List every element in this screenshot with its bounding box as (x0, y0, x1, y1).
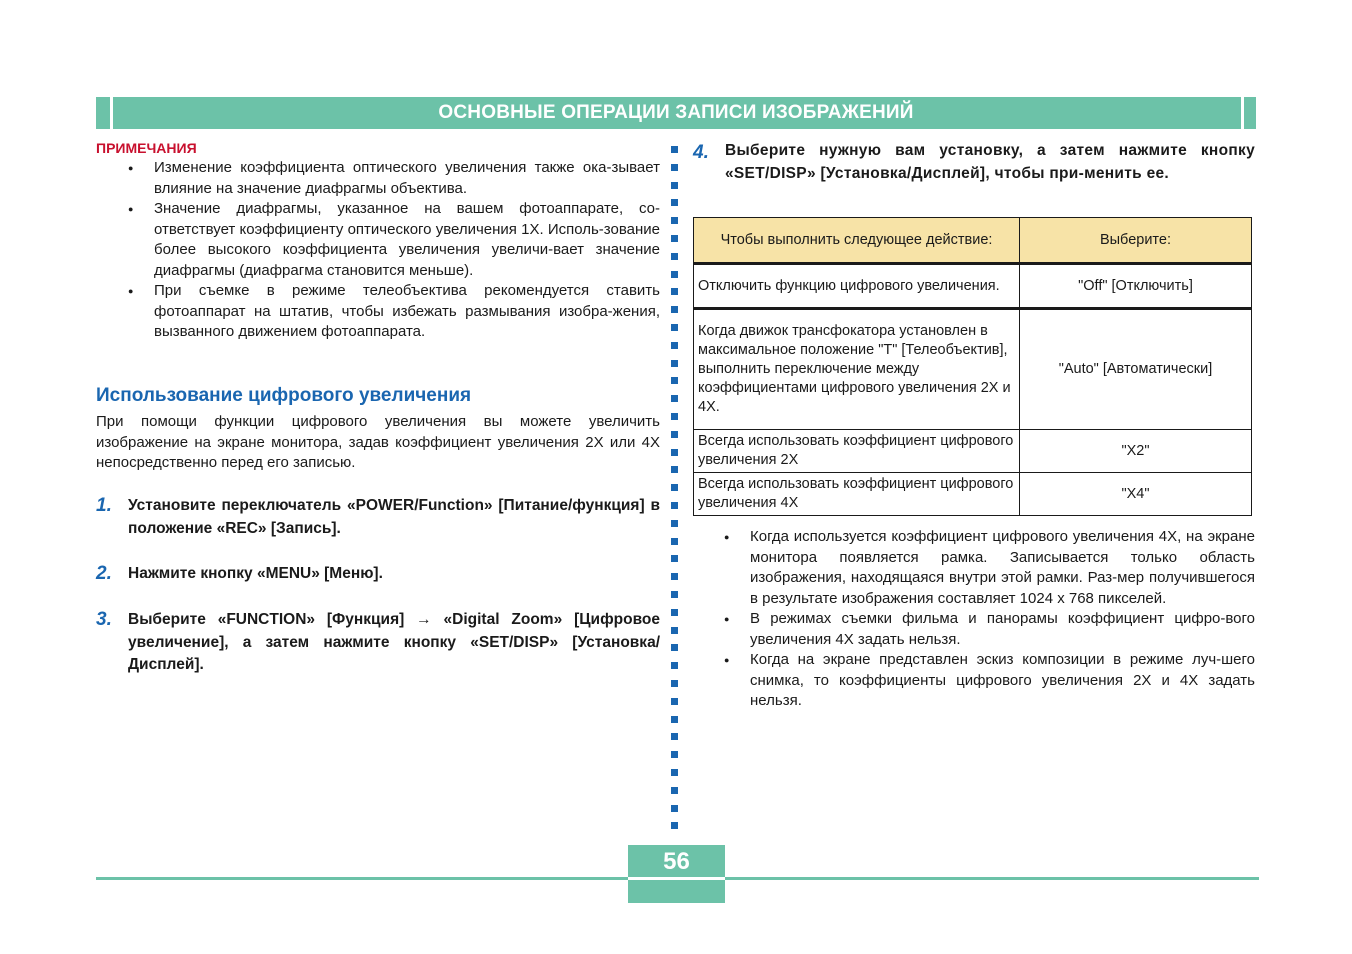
notes-block (96, 140, 660, 343)
right-notes-item: ● Когда на экране представлен эскиз композиции в режиме луч-шего снимка, то коэффициенты цифрового увеличения 2X и 4X задать нельзя. (693, 650, 1255, 712)
step-number: 1. (96, 495, 112, 516)
table-cell-choice: "X2" (1020, 430, 1252, 473)
divider-dot (671, 324, 678, 331)
step-3 (96, 609, 660, 677)
table-cell-action: Всегда использовать коэффициент цифрового увеличения 2X (694, 430, 1020, 473)
divider-dot (671, 698, 678, 705)
step-text: Выберите нужную вам установку, а затем нажмите кнопку «SET/DISP» [Установка/Дисплей], чтобы при-менить ее. (725, 142, 1255, 182)
divider-dot (671, 805, 678, 812)
step-number: 3. (96, 609, 112, 630)
divider-dot (671, 644, 678, 651)
step-number: 2. (96, 563, 112, 584)
divider-dot (671, 555, 678, 562)
section-title: Использование цифрового увеличения (96, 385, 472, 406)
step-text: Выберите «FUNCTION» [Функция] → «Digital Zoom» [Цифровое увеличение], а затем нажмите кнопку «SET/DISP» [Установка/Дисплей]. (128, 611, 660, 673)
divider-dot (671, 360, 678, 367)
divider-dot (671, 502, 678, 509)
divider-dot (671, 573, 678, 580)
divider-dot (671, 199, 678, 206)
divider-dot (671, 484, 678, 491)
divider-dot (671, 146, 678, 153)
divider-dot (671, 733, 678, 740)
table-cell-choice: "Auto" [Автоматически] (1020, 309, 1252, 430)
divider-dot (671, 627, 678, 634)
step-2 (96, 563, 660, 586)
right-notes-item: ● Когда используется коэффициент цифрового увеличения 4X, на экране монитора появляется рамка. Записывается только область изображения, находящаяся внутри этой рамки. Раз-мер получившегося в результате изображения составляет 1024 x 768 пикселей. (693, 527, 1255, 609)
column-divider-dots (671, 146, 679, 826)
divider-dot (671, 395, 678, 402)
divider-dot (671, 253, 678, 260)
table-row (694, 309, 1252, 430)
divider-dot (671, 235, 678, 242)
right-notes-list (693, 527, 1255, 712)
page-number: 56 (663, 848, 690, 875)
notes-item: ● Изменение коэффициента оптического увеличения также ока-зывает влияние на значение диафрагмы объектива. (96, 158, 660, 199)
divider-dot (671, 342, 678, 349)
table-cell-action: Всегда использовать коэффициент цифрового увеличения 4X (694, 473, 1020, 516)
right-notes-item: ● В режимах съемки фильма и панорамы коэффициент цифро-вого увеличения 4X задать нельзя. (693, 609, 1255, 650)
divider-dot (671, 520, 678, 527)
divider-dot (671, 217, 678, 224)
table-cell-action: Отключить функцию цифрового увеличения. (694, 264, 1020, 309)
divider-dot (671, 182, 678, 189)
notes-list (96, 158, 660, 343)
step-4 (693, 140, 1255, 185)
table-cell-action: Когда движок трансфокатора установлен в максимальное положение "T" [Телеобъектив], выполнить переключение между коэффициентами цифрового увеличения 2X и 4X. (694, 309, 1020, 430)
step-text: Установите переключатель «POWER/Function» [Питание/функция] в положение «REC» [Запись]. (128, 497, 660, 537)
right-notes-block (693, 527, 1255, 712)
divider-dot (671, 377, 678, 384)
step-number: 4. (693, 142, 709, 163)
notes-item: ● Значение диафрагмы, указанное на вашем фотоаппарате, со-ответствует коэффициенту оптического увеличения 1X. Исполь-зование более высокого коэффициента увеличения увеличи-вает значение диафрагмы (диафрагма становится меньше). (96, 199, 660, 281)
table-header-choice: Выберите: (1020, 218, 1252, 264)
divider-dot (671, 306, 678, 313)
table-row (694, 473, 1252, 516)
zoom-options-table (693, 217, 1252, 516)
table-row (694, 264, 1252, 309)
notes-title: ПРИМЕЧАНИЯ (96, 140, 197, 156)
notes-item: ● При съемке в режиме телеобъектива рекомендуется ставить фотоаппарат на штатив, чтобы избежать размывания изобра-жения, вызванного движением фотоаппарата. (96, 281, 660, 343)
chapter-title: ОСНОВНЫЕ ОПЕРАЦИИ ЗАПИСИ ИЗОБРАЖЕНИЙ (438, 102, 914, 123)
page-box-divider (628, 877, 725, 880)
divider-dot (671, 431, 678, 438)
divider-dot (671, 769, 678, 776)
divider-dot (671, 662, 678, 669)
divider-dot (671, 413, 678, 420)
divider-dot (671, 680, 678, 687)
divider-dot (671, 538, 678, 545)
divider-dot (671, 787, 678, 794)
table-header-action: Чтобы выполнить следующее действие: (694, 218, 1020, 264)
divider-dot (671, 609, 678, 616)
step-1 (96, 495, 660, 540)
divider-dot (671, 751, 678, 758)
table-row (694, 430, 1252, 473)
section-intro: При помощи функции цифрового увеличения вы можете увеличить изображение на экране монитора, задав коэффициент увеличения 2X или 4X непосредственно перед его записью. (96, 413, 660, 471)
page-number-box (628, 845, 725, 903)
divider-dot (671, 164, 678, 171)
table-cell-choice: "Off" [Отключить] (1020, 264, 1252, 309)
divider-dot (671, 288, 678, 295)
divider-dot (671, 822, 678, 829)
step-text: Нажмите кнопку «MENU» [Меню]. (128, 565, 383, 582)
table-header-row (694, 218, 1252, 264)
divider-dot (671, 449, 678, 456)
divider-dot (671, 591, 678, 598)
chapter-header-bar (96, 97, 1256, 129)
table-cell-choice: "X4" (1020, 473, 1252, 516)
divider-dot (671, 271, 678, 278)
divider-dot (671, 716, 678, 723)
divider-dot (671, 466, 678, 473)
